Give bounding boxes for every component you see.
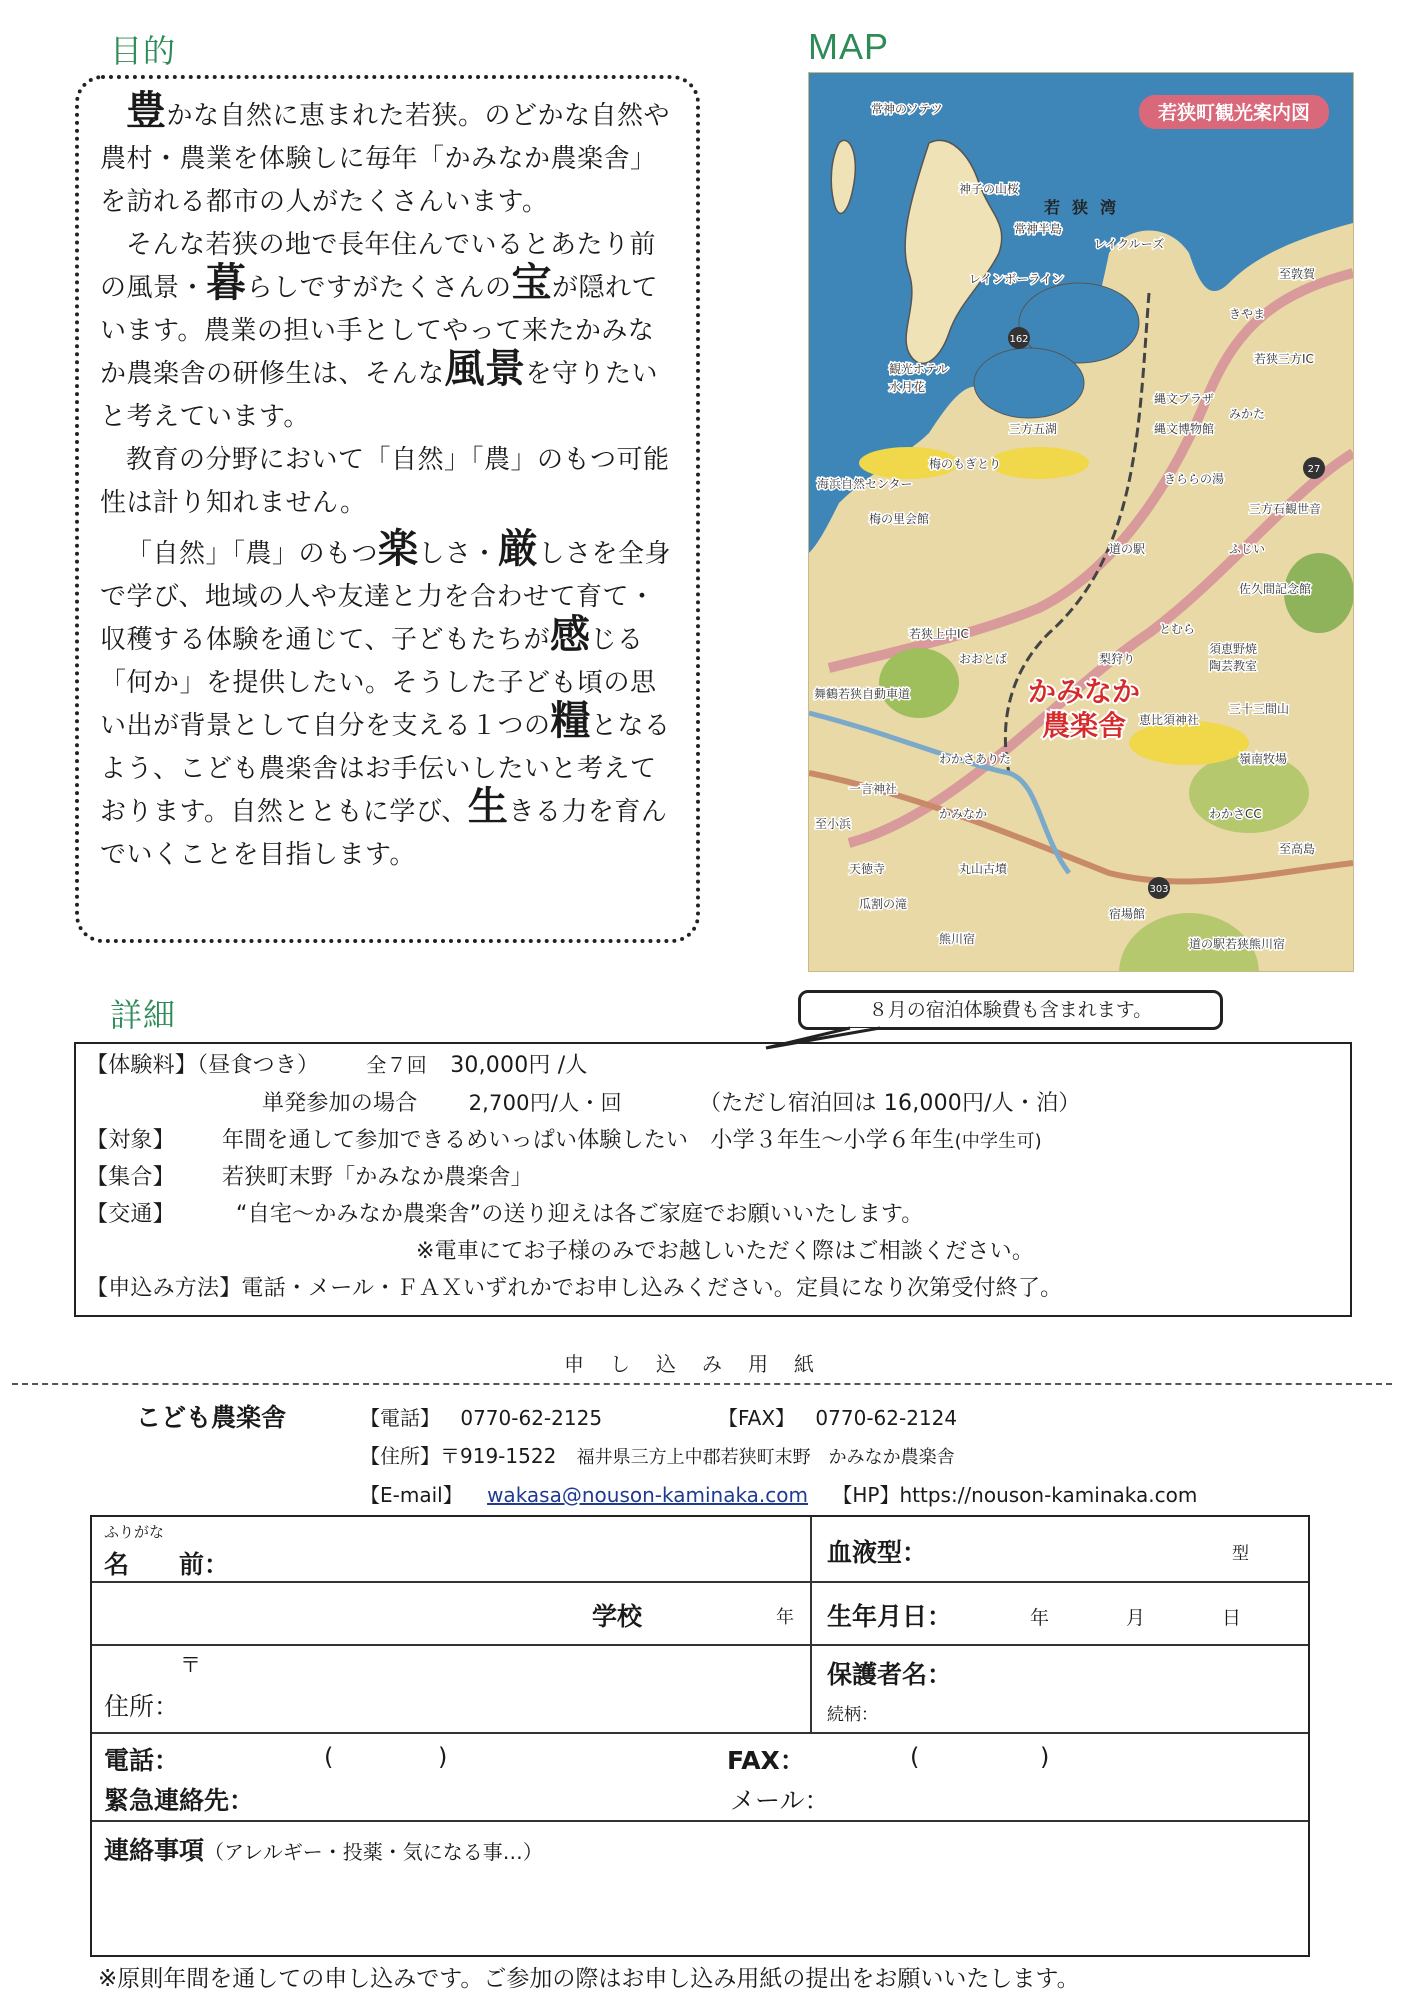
paragraph-text: が隠れています。農業の担い手としてやって来たかみなか農楽舎の研修生は、そんな [100,273,659,389]
map-place-label: 水月花 [889,380,926,394]
map-place-label: 若狭三方IC [1254,352,1314,366]
application-form [90,1515,1310,1957]
map-place-label: 至敦賀 [1279,267,1316,281]
map-place-label: 陶芸教室 [1209,659,1258,673]
emphasis-char: 風景 [444,346,526,392]
map-place-label: きやま [1229,307,1266,321]
target-note: (中学生可) [954,1131,1042,1152]
map-title: 若狭町観光案内図 [1157,102,1311,124]
paragraph-text: 「自然」「農」のもつ [126,539,379,569]
emphasis-char: 厳 [498,526,539,572]
email-link[interactable]: wakasa@nouson-kaminaka.com [487,1483,809,1507]
org-name: こども農楽舎 [136,1403,287,1432]
postal-mark: 〒 [180,1653,201,1677]
map-place-label: わかさCC [1209,807,1262,821]
birthdate-field[interactable]: 生年月日： [827,1602,953,1631]
map-place-label: 宿場館 [1109,907,1146,921]
map-place-label: わかさありた [939,752,1012,766]
map-place-label: ふじい [1229,542,1266,556]
paragraph-text: しさ・ [418,539,499,569]
transport-note: ※電車にてお子様のみでお越しいただく際はご相談ください。 [416,1239,1035,1264]
map-place-label: 三方石観世音 [1249,502,1322,516]
details-heading: 詳細 [110,996,177,1034]
lake [974,348,1084,418]
fee-single-label: 単発参加の場合 [262,1091,418,1116]
map-place-label: 梅のもぎとり [929,457,1002,471]
map-place-label: レイクルーズ [1094,237,1165,251]
address-field[interactable]: 住所： [104,1692,180,1721]
emphasis-char: 糧 [550,698,592,744]
tel-value: 0770-62-2125 [460,1406,603,1430]
relation-field[interactable]: 続柄： [827,1705,878,1725]
fee-row [86,1050,588,1081]
fee-label: 【体験料】（昼食つき） [86,1053,320,1078]
map-place-label: 梅の里会館 [869,512,930,526]
purpose-text [100,88,680,877]
map-place-label: 須恵野焼 [1209,642,1258,656]
paragraph-text: そんな若狭の地で長年住んでいるとあたり前の風景・ [100,230,657,303]
map-place-label: 梨狩り [1099,652,1136,666]
map-heading: MAP [808,26,890,67]
map-place-label: 常神半島 [1014,222,1063,236]
purpose-paragraph-2 [100,224,680,439]
emphasis-char: 楽 [378,526,419,572]
meet-label: 【集合】 [86,1165,175,1190]
guardian-field[interactable]: 保護者名： [827,1660,953,1689]
transport-text: “自宅～かみなか農楽舎”の送り迎えは各ご家庭でお願いいたします。 [236,1202,924,1227]
map-place-label: 三十三間山 [1229,702,1290,716]
postal-code: 〒919-1522 [440,1444,557,1468]
contact-email [360,1479,1197,1508]
map-place-label: 三方五湖 [1009,422,1058,436]
contact-fax [718,1402,957,1431]
birth-day-suffix: 日 [1222,1607,1242,1629]
purpose-heading: 目的 [110,32,177,70]
fee-stay: （ただし宿泊回は 16,000円/人・泊） [699,1091,1081,1116]
purpose-paragraph-1 [100,88,680,224]
map-place-label: 一言神社 [849,782,898,796]
fee-single: 2,700円/人・回 [468,1091,622,1115]
birth-year-suffix: 年 [1030,1607,1050,1629]
purpose-paragraph-4 [100,526,680,877]
emphasis-char: 感 [549,612,591,658]
emphasis-char: 暮 [206,260,247,306]
paragraph-text: 教育の分野において「自然」「農」のもつ可能性は計り知れません。 [100,445,670,518]
contact-address [360,1440,955,1469]
route-number: 162 [1009,334,1029,345]
transport-row [86,1200,923,1230]
mail-field[interactable]: メール： [730,1786,830,1815]
apply-row [86,1274,1062,1304]
notes-field[interactable] [104,1831,543,1867]
paragraph-text: となるよう、こども農楽舎はお手伝いしたいと考えております。自然とともに学び、 [100,711,671,827]
map-place-label: 若狭上中IC [909,627,969,641]
green-area [879,648,959,718]
tourist-map [808,72,1354,972]
bay-label: 若狭湾 [1044,198,1129,217]
map-place-label: 舞鶴若狭自動車道 [814,687,911,701]
farm-label-1: かみなか [1027,675,1141,708]
map-place-label: かみなか [939,807,988,821]
map-place-label: 熊川宿 [939,932,976,946]
map-place-label: 道の駅 [1109,542,1146,556]
cut-line [12,1383,1392,1385]
map-place-label: おおとば [959,652,1008,666]
map-place-label: 天徳寺 [849,862,886,876]
yellow-area [989,447,1089,479]
map-place-label: 道の駅若狭熊川宿 [1189,937,1286,951]
paragraph-text: しさを全身で学び、地域の人や友達と力を合わせて育て・収穫する体験を通じて、子どもたちが [100,539,672,655]
map-place-label: 丸山古墳 [959,862,1008,876]
map-place-label: 縄文プラザ [1154,392,1215,406]
map-place-label: 至小浜 [815,817,852,831]
fee-total: 30,000円 /人 [450,1053,588,1078]
footnote: ※原則年間を通しての申し込みです。ご参加の際はお申し込み用紙の提出をお願いいたします。 [98,1966,1080,1992]
school-field[interactable]: 学校 [592,1602,643,1631]
name-field[interactable]: 名 前： [104,1550,230,1579]
paragraph-text: きる力を育んでいくことを目指します。 [100,797,668,870]
farm-label-2: 農楽舎 [1041,709,1127,742]
fax-value: 0770-62-2124 [815,1406,958,1430]
map-place-label: 至高島 [1279,842,1316,856]
paragraph-text: かな自然に恵まれた若狭。のどかな自然や農村・農業を体験しに毎年「かみなか農楽舎」を訪れる都市の人がたくさんいます。 [100,101,671,217]
target-row [86,1126,1042,1157]
contact-tel [360,1402,602,1431]
map-place-label: みかた [1229,407,1266,421]
map-place-label: とむら [1159,622,1196,636]
map-place-label: 海浜自然センター [817,477,913,491]
emphasis-char: 宝 [511,260,553,306]
meet-row [86,1163,533,1193]
address-label: 【住所】 [360,1444,440,1468]
birth-month-suffix: 月 [1126,1607,1146,1629]
route-number: 27 [1307,464,1321,475]
phone-field[interactable]: 電話： [104,1746,180,1775]
callout-bubble: ８月の宿泊体験費も含まれます。 [798,990,1223,1030]
grade-suffix: 年 [776,1607,794,1628]
tel-label: 【電話】 [360,1406,440,1430]
address-value: 福井県三方上中郡若狭町末野 かみなか農楽舎 [576,1447,955,1468]
blood-type-field[interactable]: 血液型： [827,1538,928,1567]
details-box [74,1042,1352,1317]
map-place-label: レインボーライン [969,272,1065,286]
transport-label: 【交通】 [86,1202,175,1227]
emphasis-char: 豊 [126,88,167,134]
apply-text: 電話・メール・ＦＡＸいずれかでお申し込みください。定員になり次第受付終了。 [241,1276,1063,1301]
fax-paren-open: ( [910,1743,920,1771]
fee-total-count: 全７回 [366,1053,428,1077]
hp-label: 【HP】 [832,1483,900,1507]
map-illustration [809,73,1353,971]
phone-paren-close: ) [438,1743,448,1771]
furigana-label: ふりがな [104,1523,165,1541]
notes-hint: （アレルギー・投薬・気になる事…） [204,1840,543,1864]
emphasis-char: 生 [467,784,509,830]
application-title: 申し込み用紙 [564,1352,840,1376]
map-place-label: 常神のソテツ [871,102,943,116]
email-label: 【E-mail】 [360,1483,463,1507]
emergency-contact-field[interactable]: 緊急連絡先： [104,1786,255,1815]
meet-text: 若狭町末野「かみなか農楽舎」 [222,1165,533,1190]
map-place-label: 佐久間記念館 [1239,582,1312,596]
target-label: 【対象】 [86,1128,175,1153]
blood-type-suffix: 型 [1232,1544,1249,1564]
map-place-label: 神子の山桜 [959,182,1020,196]
hp-link[interactable]: https://nouson-kaminaka.com [899,1483,1198,1507]
paragraph-text: を守りたいと考えています。 [100,359,659,432]
target-text: 年間を通して参加できるめいっぱい体験したい 小学３年生～小学６年生 [222,1128,955,1153]
purpose-paragraph-3 [100,439,680,525]
fax-field[interactable]: FAX： [727,1746,805,1775]
fax-label: 【FAX】 [718,1406,796,1430]
map-place-label: 瓜割の滝 [859,897,908,911]
map-place-label: 観光ホテル [889,362,949,376]
map-place-label: 恵比須神社 [1139,713,1200,727]
paragraph-text: じる「何か」を提供したい。そうした子ども頃の思い出が背景として自分を支える１つの [100,625,657,741]
fee-single-row [262,1088,1081,1119]
apply-label: 【申込み方法】 [86,1276,242,1301]
map-place-label: 嶺南牧場 [1239,752,1288,766]
yellow-area [1129,721,1249,765]
route-number: 303 [1149,884,1169,895]
notes-label: 連絡事項 [104,1836,205,1865]
map-place-label: きららの湯 [1164,472,1225,486]
map-place-label: 縄文博物館 [1154,422,1215,436]
fax-paren-close: ) [1040,1743,1050,1771]
phone-paren-open: ( [324,1743,334,1771]
paragraph-text: らしですがたくさんの [246,273,512,303]
